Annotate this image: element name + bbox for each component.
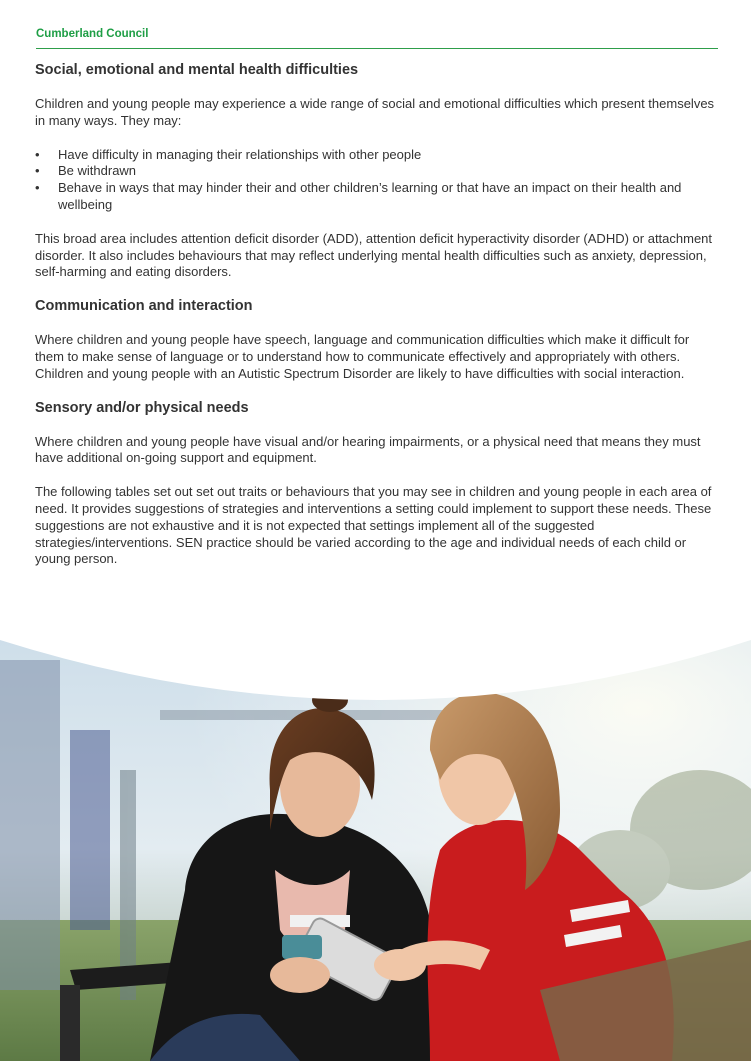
social-bullet-list [35, 147, 721, 214]
list-item: • Have difficulty in managing their relationships with other people [35, 146, 422, 162]
communication-para-1: Where children and young people have speech, language and communication difficulties which make it difficult for them to make sense of language or to understand how to communicate effectively and appropriately with others. [35, 332, 690, 364]
bullet-icon: • [35, 146, 40, 162]
main-content [35, 62, 721, 568]
social-body: This broad area includes attention deficit disorder (ADD), attention deficit hyperactivity disorder (ADHD) or attachment disorder. It also includes behaviours that may reflect underlying mental health difficulties such as anxiety, depression, self-harming and eating disorders. [35, 230, 713, 280]
council-name: Cumberland Council [36, 28, 149, 40]
sensory-para-1: Where children and young people have visual and/or hearing impairments, or a physical need that means they must have additional on-going support and equipment. [35, 433, 701, 466]
social-heading: Social, emotional and mental health difficulties [35, 62, 359, 78]
sensory-para-2: The following tables set out set out traits or behaviours that you may see in children and young people in each area of need. It provides suggestions of strategies and interventions a setting could implement to support these needs. These suggestions are not exhaustive and it is not expected that settings implement all of the suggested strategies/interventions. SEN practice should be varied according to the age and individual needs of each child or young person. [35, 484, 712, 567]
list-item: • Be withdrawn [35, 163, 137, 179]
bullet-icon: • [35, 163, 40, 179]
communication-heading: Communication and interaction [35, 298, 253, 315]
list-item: • Behave in ways that may hinder their and other children’s learning or that have an impact on their health and wellbeing [35, 180, 682, 212]
page-header [36, 24, 718, 49]
bullet-icon: • [35, 180, 40, 196]
social-intro: Children and young people may experience a wide range of social and emotional difficulties which present themselves in many ways. They may: [35, 96, 715, 128]
communication-para-2: Children and young people with an Autistic Spectrum Disorder are likely to have difficulties with social interaction. [35, 365, 685, 381]
photo-two-girls-with-phone [0, 590, 751, 1061]
sensory-heading: Sensory and/or physical needs [35, 399, 249, 416]
